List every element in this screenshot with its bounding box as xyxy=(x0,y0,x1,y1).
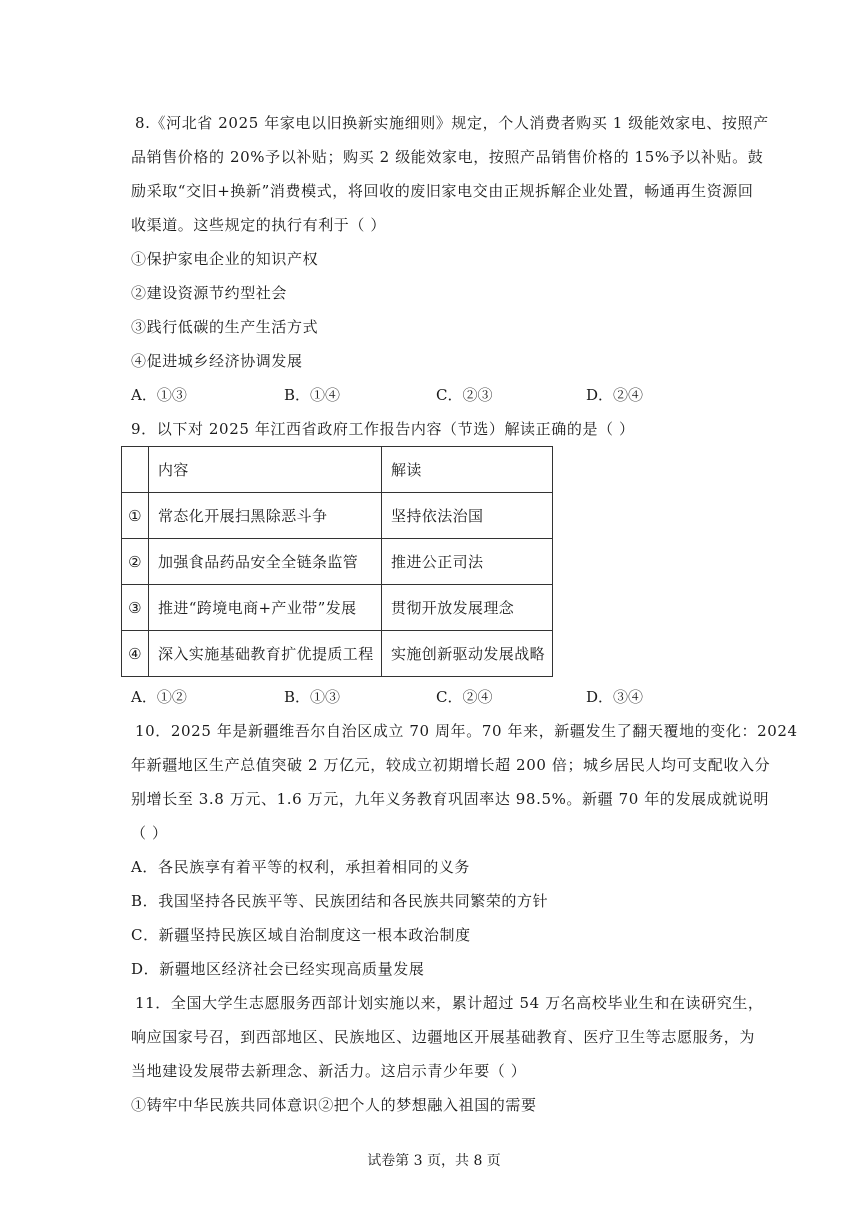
table-cell-content: 加强食品药品安全全链条监管 xyxy=(149,539,382,585)
q9-stem: 9．以下对 2025 年江西省政府工作报告内容（节选）解读正确的是（ ） xyxy=(131,420,635,438)
table-cell-content: 深入实施基础教育扩优提质工程 xyxy=(149,631,382,677)
q10-stem-line-3: 别增长至 3.8 万元、1.6 万元，九年义务教育巩固率达 98.5%。新疆 70 年的发展成就说明 xyxy=(131,790,770,808)
table-cell-content: 常态化开展扫黑除恶斗争 xyxy=(149,493,382,539)
q8-option-c: C．②③ xyxy=(436,386,493,404)
q8-item-4: ④促进城乡经济协调发展 xyxy=(131,352,303,370)
q8-options xyxy=(131,385,771,405)
q11-stem-line-3: 当地建设发展带去新理念、新活力。这启示青少年要（ ） xyxy=(131,1062,527,1080)
page-footer: 试卷第 3 页，共 8 页 xyxy=(367,1153,501,1169)
table-header-cell xyxy=(122,447,149,493)
q8-stem-line-2: 品销售价格的 20%予以补贴；购买 2 级能效家电，按照产品销售价格的 15%予以补贴。鼓 xyxy=(131,148,764,166)
q8-option-a: A．①③ xyxy=(131,386,187,404)
q10-stem-line-4: （ ） xyxy=(131,824,168,842)
table-cell-number: ③ xyxy=(122,585,149,631)
table-header-cell: 内容 xyxy=(149,447,382,493)
q10-option-b: B．我国坚持各民族平等、民族团结和各民族共同繁荣的方针 xyxy=(131,892,549,910)
table-cell-number: ② xyxy=(122,539,149,585)
q9-option-a: A．①② xyxy=(131,688,187,706)
table-header-cell: 解读 xyxy=(382,447,553,493)
table-cell-number: ④ xyxy=(122,631,149,677)
q8-stem-line-3: 励采取“交旧+换新”消费模式，将回收的废旧家电交由正规拆解企业处置，畅通再生资源回 xyxy=(131,182,754,200)
table-cell-content: 推进“跨境电商+产业带”发展 xyxy=(149,585,382,631)
table-cell-interpretation: 推进公正司法 xyxy=(382,539,553,585)
q10-stem-line-1: 10．2025 年是新疆维吾尔自治区成立 70 周年。70 年来，新疆发生了翻天覆地的变化：2024 xyxy=(135,722,798,740)
table-row xyxy=(122,493,553,539)
q9-option-b: B．①③ xyxy=(284,688,341,706)
q11-item-1-2: ①铸牢中华民族共同体意识②把个人的梦想融入祖国的需要 xyxy=(131,1096,537,1114)
q9-options xyxy=(131,687,771,707)
q8-option-b: B．①④ xyxy=(284,386,341,404)
q8-stem-line-4: 收渠道。这些规定的执行有利于（ ） xyxy=(131,216,386,234)
q11-stem-line-2: 响应国家号召，到西部地区、民族地区、边疆地区开展基础教育、医疗卫生等志愿服务，为 xyxy=(131,1028,756,1046)
q10-option-a: A．各民族享有着平等的权利，承担着相同的义务 xyxy=(131,858,471,876)
table-cell-interpretation: 实施创新驱动发展战略 xyxy=(382,631,553,677)
table-row xyxy=(122,539,553,585)
q11-stem-line-1: 11．全国大学生志愿服务西部计划实施以来，累计超过 54 万名高校毕业生和在读研究生， xyxy=(135,994,764,1012)
q10-stem-line-2: 年新疆地区生产总值突破 2 万亿元，较成立初期增长超 200 倍；城乡居民人均可支配收入分 xyxy=(131,756,771,774)
q8-stem-line-1: 8.《河北省 2025 年家电以旧换新实施细则》规定，个人消费者购买 1 级能效家电、按照产 xyxy=(135,114,769,132)
table-cell-interpretation: 贯彻开放发展理念 xyxy=(382,585,553,631)
table-cell-interpretation: 坚持依法治国 xyxy=(382,493,553,539)
q10-option-c: C．新疆坚持民族区域自治制度这一根本政治制度 xyxy=(131,926,471,944)
q8-item-2: ②建设资源节约型社会 xyxy=(131,284,288,302)
q8-item-3: ③践行低碳的生产生活方式 xyxy=(131,318,319,336)
q10-option-d: D．新疆地区经济社会已经实现高质量发展 xyxy=(131,960,425,978)
q8-item-1: ①保护家电企业的知识产权 xyxy=(131,250,319,268)
q8-option-d: D．②④ xyxy=(586,386,644,404)
table-row xyxy=(122,585,553,631)
table-cell-number: ① xyxy=(122,493,149,539)
q9-option-c: C．②④ xyxy=(436,688,493,706)
q9-table xyxy=(121,446,553,677)
table-header-row xyxy=(122,447,553,493)
table-row xyxy=(122,631,553,677)
q9-option-d: D．③④ xyxy=(586,688,644,706)
